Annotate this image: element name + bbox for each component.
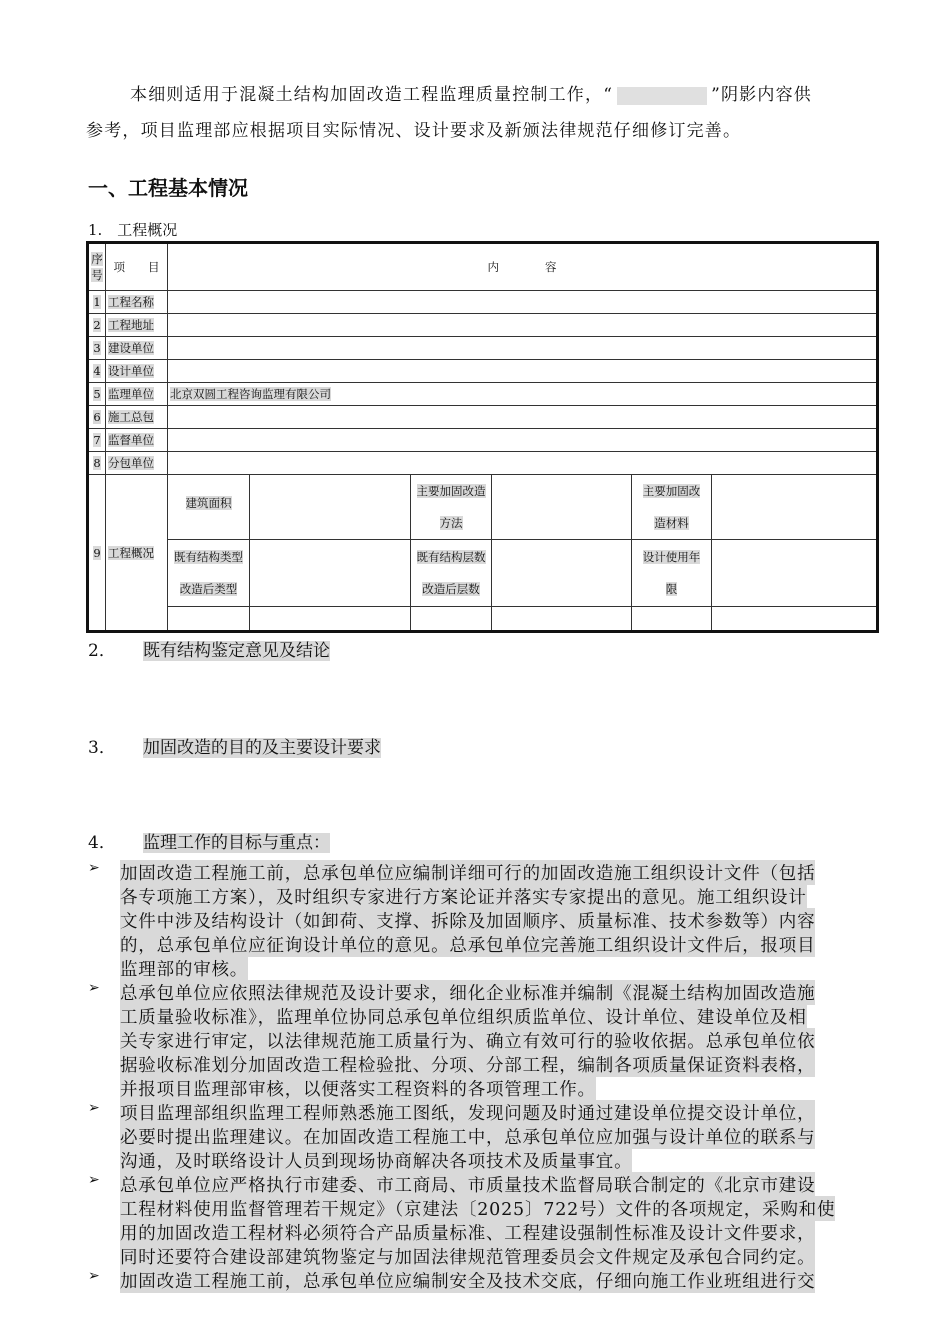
bullet-line: 用的加固改造工程材料必须符合产品质量标准、工程建设强制性标准及设计文件要求， [120,1220,815,1245]
bullet-line: 加固改造工程施工前，总承包单位应编制安全及技术交底，仔细向施工作业班组进行交 [120,1268,815,1293]
bullet-line: 沟通，及时联络设计人员到现场协商解决各项技术及质量事宜。 [120,1148,632,1173]
blank-cell[interactable] [492,607,632,632]
bullet-line: 必要时提出监理建议。在加固改造工程施工中，总承包单位应加强与设计单位的联系与 [120,1124,815,1149]
header-seq: 序号 [88,243,106,291]
life-label: 设计使用年 [642,550,701,564]
life-label: 限 [665,582,678,596]
row-number: 6 [93,410,101,424]
arrow-bullet-icon: ➢ [88,1268,100,1284]
intro-text: 本细则适用于混凝土结构加固改造工程监理质量控制工作，“ [130,85,614,105]
blank-cell[interactable] [168,607,250,632]
method-label: 方法 [439,516,463,530]
blank-cell[interactable] [411,607,492,632]
intro-line-2: 参考，项目监理部应根据项目实际情况、设计要求及新颁法律规范仔细修订完善。 [86,121,742,141]
row-number: 4 [93,364,101,378]
material-value[interactable] [712,475,878,540]
bullet-line: 的，总承包单位应征询设计单位的意见。总承包单位完善施工组织设计文件后，报项目 [120,932,815,957]
arrow-bullet-icon: ➢ [88,980,100,996]
row-value[interactable] [168,337,878,360]
material-label: 造材料 [654,516,689,530]
row-number: 2 [93,318,101,332]
row-label: 监理单位 [108,387,154,401]
bullet-line: 关专家进行审定，以法律规范施工质量行为、确立有效可行的验收依据。总承包单位依 [120,1028,815,1053]
header-content: 内 容 [168,243,878,291]
row-label: 工程概况 [108,545,154,560]
arrow-bullet-icon: ➢ [88,1172,100,1188]
bullet-line: 总承包单位应依照法律规范及设计要求，细化企业标准并编制《混凝土结构加固改造施 [120,980,815,1005]
subsection-3: 3． 加固改造的目的及主要设计要求 [88,738,381,758]
bullet-line: 据验收标准划分加固改造工程检验批、分项、分部工程，编制各项质量保证资料表格， [120,1052,815,1077]
bullet-line: 各专项施工方案），及时组织专家进行方案论证并落实专家提出的意见。施工组织设计 [120,884,807,909]
row-label: 工程名称 [108,295,154,309]
row-label: 设计单位 [108,364,154,378]
header-item: 项 目 [106,243,168,291]
bullet-line: 并报项目监理部审核，以便落实工程资料的各项管理工作。 [120,1076,596,1101]
row-value[interactable] [168,452,878,475]
method-label: 主要加固改造 [416,484,486,498]
arrow-bullet-icon: ➢ [88,860,100,876]
blank-cell[interactable] [250,607,411,632]
material-label: 主要加固改 [642,484,701,498]
row-value[interactable]: 北京双圆工程咨询监理有限公司 [168,383,878,406]
row-value[interactable] [168,291,878,314]
bullet-line: 工程材料使用监督管理若干规定》（京建法〔2025〕722号）文件的各项规定，采购和使 [120,1196,835,1221]
row-number: 3 [93,341,101,355]
bullet-line: 加固改造工程施工前，总承包单位应编制详细可行的加固改造施工组织设计文件（包括 [120,860,815,885]
life-value[interactable] [712,540,878,607]
method-value[interactable] [492,475,632,540]
intro-line-1 [130,80,812,105]
bullet-line: 文件中涉及结构设计（如卸荷、支撑、拆除及加固顺序、质量标准、技术参数等）内容 [120,908,815,933]
blank-cell[interactable] [632,607,712,632]
row-value[interactable] [168,360,878,383]
row-label: 施工总包 [108,410,154,424]
arrow-bullet-icon: ➢ [88,1100,100,1116]
area-value[interactable] [250,475,411,540]
floors-label: 既有结构层数 [416,550,486,564]
row-label: 监督单位 [108,433,154,447]
row-number: 1 [93,295,101,309]
row-value[interactable] [168,314,878,337]
row-number: 9 [93,545,101,560]
bullet-line: 工质量验收标准》，监理单位协同总承包单位组织质监单位、设计单位、建设单位及相 [120,1004,807,1029]
subsection-4: 4． 监理工作的目标与重点： [88,833,330,853]
row-value[interactable] [168,406,878,429]
intro-text: ”阴影内容供 [711,85,812,105]
shade-sample [617,87,707,105]
subsection-title: 1. 工程概况 [88,221,178,239]
bullet-line: 同时还要符合建设部建筑物鉴定与加固法律规范管理委员会文件规定及承包合同约定。 [120,1244,815,1269]
subsection-2: 2． 既有结构鉴定意见及结论 [88,641,330,661]
bullet-line: 监理部的审核。 [120,956,248,981]
project-info-table [86,241,879,633]
row-label: 建设单位 [108,341,154,355]
area-label: 建筑面积 [185,496,232,510]
type-label: 既有结构类型 [174,550,243,564]
row-value[interactable] [168,429,878,452]
row-label: 工程地址 [108,318,154,332]
row-label: 分包单位 [108,456,154,470]
floors-value[interactable] [492,540,632,607]
type-label: 改造后类型 [179,582,238,596]
row-number: 8 [93,456,101,470]
bullet-line: 总承包单位应严格执行市建委、市工商局、市质量技术监督局联合制定的《北京市建设 [120,1172,815,1197]
blank-cell[interactable] [712,607,878,632]
type-value[interactable] [250,540,411,607]
row-number: 7 [93,433,101,447]
floors-label: 改造后层数 [422,582,480,596]
row-number: 5 [93,387,101,401]
bullet-line: 项目监理部组织监理工程师熟悉施工图纸，发现问题及时通过建设单位提交设计单位， [120,1100,815,1125]
section-title: 一、工程基本情况 [88,176,248,200]
